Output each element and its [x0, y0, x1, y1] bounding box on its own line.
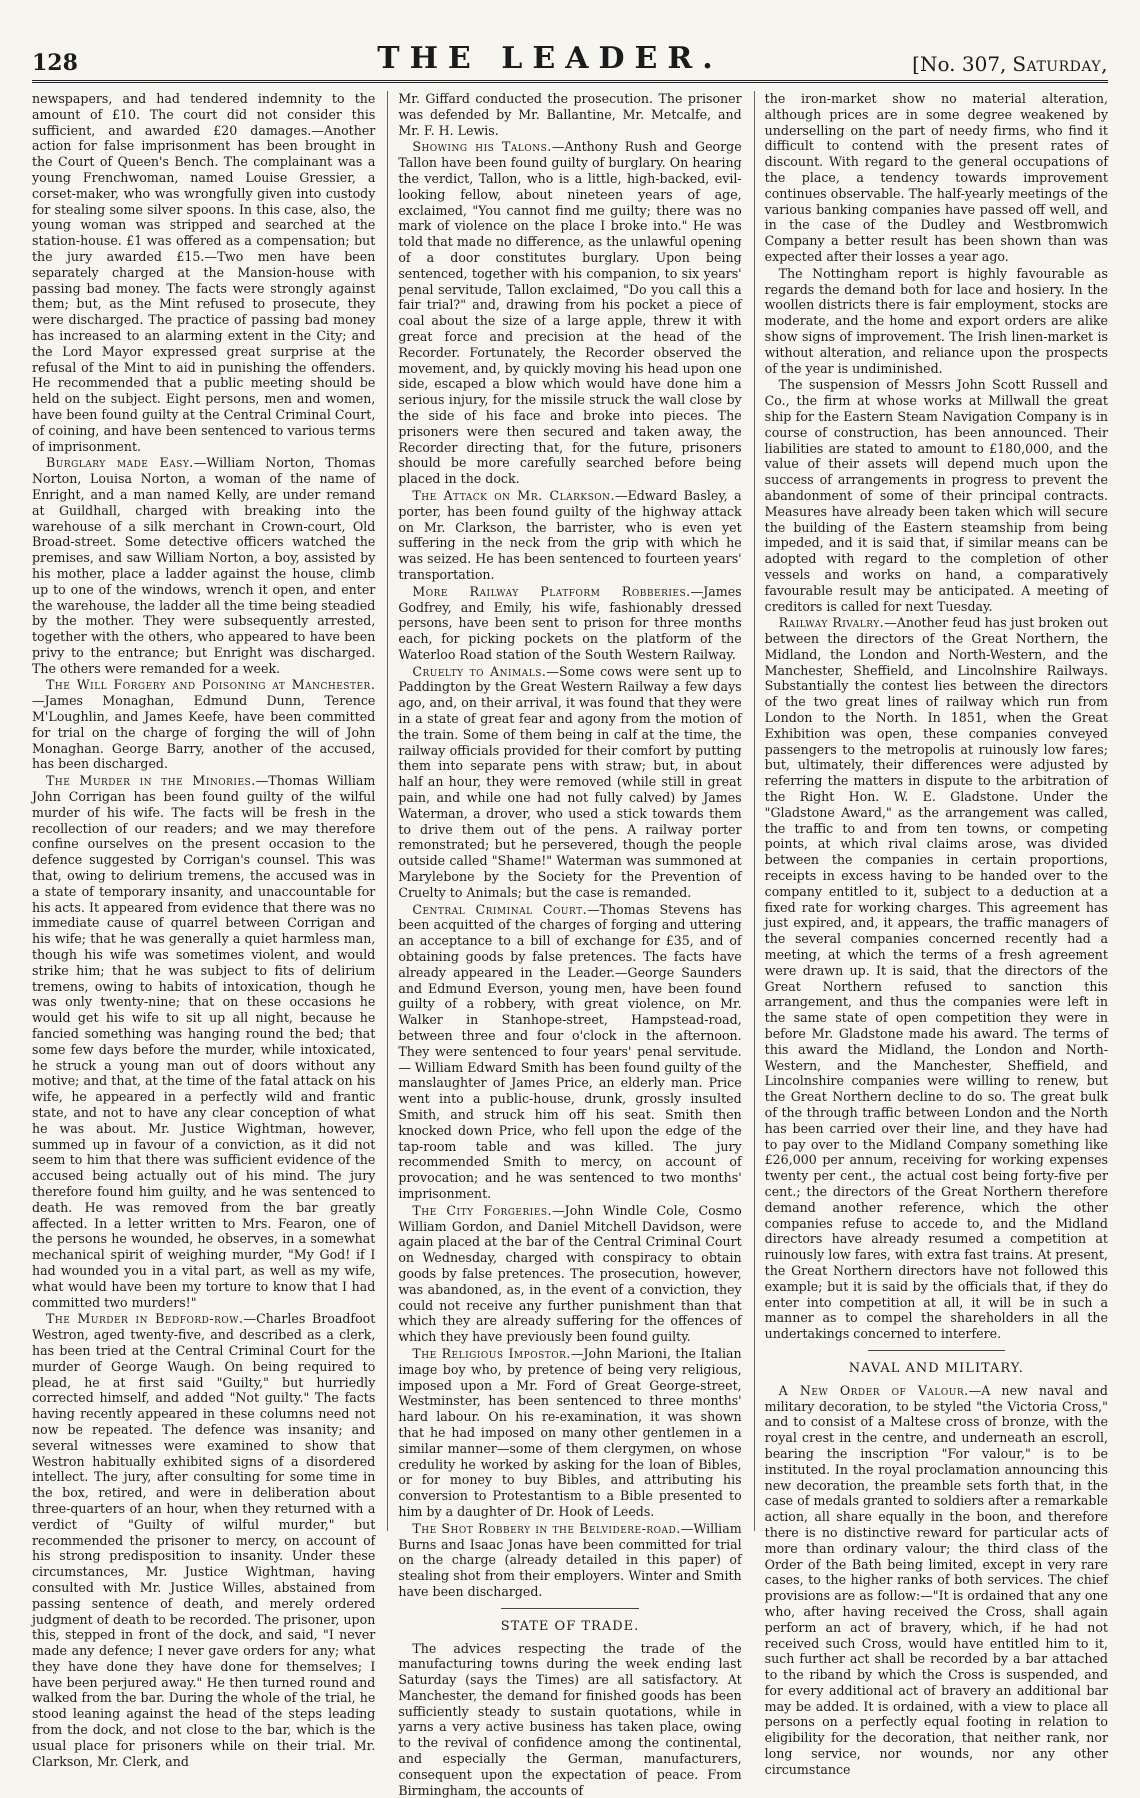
paragraph-heading: The Religious Impostor.: [412, 1346, 571, 1361]
paragraph-heading: Railway Rivalry.: [779, 615, 885, 630]
paragraph-heading: The Shot Robbery in the Belvidere-road.: [412, 1521, 680, 1536]
paragraph: [32, 455, 375, 676]
section-divider: [868, 1350, 1005, 1351]
section-title: NAVAL AND MILITARY.: [765, 1361, 1108, 1377]
paragraph-heading: The City Forgeries.: [412, 1203, 552, 1218]
paragraph: [765, 615, 1108, 1342]
paragraph-heading: Cruelty to Animals.: [412, 664, 546, 679]
paragraph-heading: Central Criminal Court.: [412, 902, 587, 917]
paragraph: The advices respecting the trade of the manufacturing towns during the week ending last Saturday (says the Times) are all satisfactory. At Manchester, the demand for finished goods has been sufficiently steady to sustain quotations, while in yarns a very active business has taken place, owing to the revival of confidence among the continental, and especially the German, manufacturers, consequent upon the expectation of peace. From Birmingham, the accounts of: [398, 1641, 741, 1798]
paragraph: [398, 139, 741, 487]
paragraph: [765, 1383, 1108, 1778]
page-number: 128: [32, 50, 192, 76]
paragraph: [398, 1203, 741, 1345]
paragraph-text: —Thomas Stevens has been acquitted of the charges of forging and uttering an acceptance to a bill of exchange for £35, and of obtaining goods by false pretences. The facts have already appeared in the Leader.—George Saunders and Edmund Everson, young men, have been found guilty of a robbery, with great violence, on Mr. Walker in Stanhope-street, Hampstead-road, between three and four o'clock in the afternoon. They were sentenced to four years' penal servitude. — William Edward Smith has been found guilty of the manslaughter of James Price, an elderly man. Price went into a public-house, drunk, grossly insulted Smith, and struck him off his seat. Smith then knocked down Price, who fell upon the edge of the tap-room table and was killed. The jury recommended Smith to mercy, on account of provocation; and he was sentenced to two months' imprisonment.: [398, 902, 741, 1201]
paragraph: newspapers, and had tendered indemnity to the amount of £10. The court did not consider this sufficient, and awarded £20 damages.—Another action for false imprisonment has been brought in the Court of Queen's Bench. The complainant was a young Frenchwoman, named Louise Gressier, a corset-maker, who was wrongfully given into custody for stealing some silver spoons. In this case, also, the young woman was stripped and searched at the station-house. £1 was offered as a compensation; but the jury awarded £15.—Two men have been separately charged at the Mansion-house with passing bad money. The facts were strongly against them; but, as the Mint refused to prosecute, they were discharged. The practice of passing bad money has increased to an alarming extent in the City; and the Lord Mayor expressed great surprise at the refusal of the Mint to aid in punishing the offenders. He recommended that a public meeting should be held on the subject. Eight persons, men and women, have been found guilty at the Central Criminal Court, of coining, and have been sentenced to various terms of imprisonment.: [32, 91, 375, 454]
section-divider: [501, 1608, 638, 1609]
paragraph-text: —William Burns and Isaac Jonas have been committed for trial on the charge (already detailed in this paper) of stealing shot from their employers. Winter and Smith have been discharged.: [398, 1521, 741, 1599]
article-columns: [32, 91, 1108, 1531]
paragraph: The suspension of Messrs John Scott Russell and Co., the firm at whose works at Millwall the great ship for the Eastern Steam Navigation Company is in course of construction, has been announced. Their liabilities are stated to amount to £180,000, and the value of their assets will depend much upon the success of arrangements in progress to prevent the abandonment of some of their principal contracts. Measures have already been taken which will secure the building of the Eastern steamship from being impeded, and it is said that, if similar means can be adopted with regard to the completion of other vessels and works on hand, a comparatively favourable result may be anticipated. A meeting of creditors is called for next Tuesday.: [765, 377, 1108, 614]
paragraph-text: —A new naval and military decoration, to be styled "the Victoria Cross," and to consist of a Maltese cross of bronze, with the royal crest in the centre, and underneath an escroll, bearing the inscription "For valour," is to be instituted. In the royal proclamation announcing this new decoration, the preamble sets forth that, in the case of medals granted to soldiers after a remarkable action, all share equally in the boon, and therefore there is no distinctive reward for particular acts of more than ordinary valour; the third class of the Order of the Bath being limited, except in very rare cases, to the higher ranks of both services. The chief provisions are as follow:—"It is ordained that any one who, after having received the Cross, shall again perform an act of bravery, which, if he had not received such Cross, would have entitled him to it, such further act shall be recorded by a bar attached to the riband by which the Cross is suspended, and for every additional act of bravery an additional bar may be added. It is ordained, with a view to place all persons on a perfectly equal footing in relation to eligibility for the decoration, that neither rank, nor long service, nor wounds, nor any other circumstance: [765, 1383, 1108, 1777]
issue-day: Saturday,: [1012, 52, 1108, 76]
paragraph-text: —Edward Basley, a porter, has been found guilty of the highway attack on Mr. Clarkson, the barrister, who is even yet suffering in the neck from the grip with which he was seized. He has been sentenced to fourteen years' transportation.: [398, 488, 741, 582]
paragraph-heading: A New Order of Valour.: [779, 1383, 969, 1398]
paragraph-text: —John Marioni, the Italian image boy who, by pretence of being very religious, imposed upon a Mr. Ford of Great George-street, Westminster, has been sentenced to three months' hard labour. On his re-examination, it was shown that he had imposed on many other gentlemen in a similar manner—some of them clergymen, on whose credulity he worked by asking for the loan of Bibles, or for money to buy Bibles, and attributing his conversion to Protestantism to a Bible presented to him by a daughter of Dr. Hook of Leeds.: [398, 1346, 741, 1519]
paragraph: [32, 773, 375, 1310]
issue-number: [No. 307,: [912, 52, 1006, 76]
issue-info: [908, 52, 1108, 76]
paragraph-text: —John Windle Cole, Cosmo William Gordon, and Daniel Mitchell Davidson, were again placed at the bar of the Central Criminal Court on Wednesday, charged with conspiracy to obtain goods by false pretences. The prosecution, however, was abandoned, as, in the event of a conviction, they could not receive any further punishment than that which they are already suffering for the offences of which they have previously been found guilty.: [398, 1203, 741, 1344]
paragraph-text: —Thomas William John Corrigan has been found guilty of the wilful murder of his wife. The facts will be fresh in the recollection of our readers; and we may therefore confine ourselves on the present occasion to the defence suggested by Corrigan's counsel. This was that, owing to delirium tremens, the accused was in a state of temporary insanity, and unaccountable for his acts. It appeared from evidence that there was no immediate cause of quarrel between Corrigan and his wife; that he was generally a quiet harmless man, though his wife was sometimes violent, and would strike him; that he was subject to fits of delirium tremens, owing to habits of intoxication, though he was only twenty-nine; that on these occasions he would get his wife to sit up all night, because he fancied something was hanging round the bed; that some few days before the murder, while intoxicated, he struck a young man out of doors without any motive; and that, at the time of the fatal attack on his wife, he appeared in a perfectly wild and frantic state, and not to have any clear conception of what he was about. Mr. Justice Wightman, however, summed up in favour of a conviction, as it did not seem to him that there was sufficient evidence of the accused being actually out of his mind. The jury therefore found him guilty, and he was sentenced to death. He was removed from the bar greatly affected. In a letter written to Mrs. Fearon, one of the persons he wounded, he observes, in a somewhat mechanical spirit of weighing murder, "My God! if I had wounded you in a vital part, as well as my wife, what would have been my torture to know that I had committed two murders!": [32, 773, 375, 1309]
paragraph-text: —William Norton, Thomas Norton, Louisa Norton, a woman of the name of Enright, and a man named Kelly, are under remand at Guildhall, charged with breaking into the warehouse of a silk merchant in Crown-court, Old Broad-street. Some detective officers watched the premises, and saw William Norton, a boy, assisted by his mother, place a ladder against the house, climb up to one of the windows, wrench it open, and enter the warehouse, the ladder all the time being steadied by the mother. They were subsequently arrested, together with the others, who appeared to have been privy to the entrance; but Enright was discharged. The others were remanded for a week.: [32, 455, 375, 675]
paragraph-heading: The Murder in the Minories.: [46, 773, 256, 788]
paragraph: The Nottingham report is highly favourable as regards the demand both for lace and hosiery. In the woollen districts there is fair employment, stocks are moderate, and the home and export orders are alike show signs of improvement. The Irish linen-market is without alteration, and reliance upon the prospects of the year is undiminished.: [765, 266, 1108, 377]
paragraph: [398, 584, 741, 663]
paragraph: [398, 902, 741, 1202]
paragraph: [398, 1521, 741, 1600]
paragraph-text: —James Monaghan, Edmund Dunn, Terence M'Loughlin, and James Keefe, have been committed for trial on the charge of forging the will of John Monaghan. George Barry, another of the accused, has been discharged.: [32, 693, 375, 771]
paragraph-heading: The Will Forgery and Poisoning at Manchester.: [46, 677, 375, 692]
paragraph-text: —Charles Broadfoot Westron, aged twenty-five, and described as a clerk, has been tried at the Central Criminal Court for the murder of George Waugh. On being required to plead, he at first said "Guilty," but hurriedly corrected himself, and added "Not guilty." The facts having recently appeared in these columns need not now be repeated. The defence was insanity; and several witnesses were examined to show that Westron habitually exhibited signs of a disordered intellect. The jury, after consulting for some time in the box, retired, and were in deliberation about three-quarters of an hour, when they returned with a verdict of "Guilty of wilful murder," but recommended the prisoner to mercy, on account of his strong predisposition to insanity. Under these circumstances, Mr. Justice Wightman, having consulted with Mr. Justice Willes, abstained from passing sentence of death, and merely ordered judgment of death to be recorded. The prisoner, upon this, stepped in front of the dock, and said, "I never made any defence; I never gave orders for any; what they have done they have done for themselves; I have been perjured away." He then turned round and walked from the bar. During the whole of the trial, he stood leaning against the head of the steps leading from the dock, and not close to the bar, which is the usual place for prisoners while on their trial. Mr. Clarkson, Mr. Clerk, and: [32, 1311, 375, 1768]
paragraph-text: —Some cows were sent up to Paddington by the Great Western Railway a few days ago, and, on their arrival, it was found that they were in a state of great fear and agony from the motion of the train. Some of them being in calf at the time, the railway officials provided for their comfort by putting them into separate pens with straw; but, in about half an hour, they were removed (while still in great pain, and while one had not fully calved) by James Waterman, a drover, who used a stick towards them to drive them out of the pens. A railway porter remonstrated; but he persevered, though the people outside called "Shame!" Waterman was summoned at Marylebone by the Society for the Prevention of Cruelty to Animals; but the case is remanded.: [398, 664, 741, 900]
paragraph-text: —Another feud has just broken out between the directors of the Great Northern, the Midland, the London and North-Western, and the Manchester, Sheffield, and Lincolnshire Railways. Substantially the contest lies between the directors of the two great lines of railway which run from London to the North. In 1851, when the Great Exhibition was open, these companies conveyed passengers to the metropolis at ruinously low fares; but, ultimately, their differences were adjusted by referring the matters in dispute to the arbitration of the Right Hon. W. E. Gladstone. Under the "Gladstone Award," as the arrangement was called, the traffic to and from ten towns, or competing points, at which rival claims arose, was divided between the companies in certain proportions, receipts in excess having to be handed over to the company entitled to it, subject to a deduction at a fixed rate for working charges. This agreement has just expired, and, it appears, the traffic managers of the several companies concerned recently had a meeting, at which the terms of a fresh agreement were drawn up. It is said, that the directors of the Great Northern refused to sanction this arrangement, and thus the companies were left in the same state of open competition they were in before Mr. Gladstone made his award. The terms of this award the Midland, the London and North-Western, and the Manchester, Sheffield, and Lincolnshire companies were willing to renew, but the Great Northern decline to do so. The great bulk of the through traffic between London and the North has been carried over their line, and they have had to pay over to the Midland Company something like £26,000 per annum, receiving for working expenses twenty per cent., the actual cost being forty-five per cent.; the directors of the Great Northern therefore demand another reference, which the other companies refuse to accede to, and the Midland directors have already resumed a competition at ruinously low fares, with extra fast trains. At present, the Great Northern directors have not followed this example; but it is said by the officials that, if they do enter into competition at all, it will be in such a manner as to compel the shareholders in all the undertakings concerned to interfere.: [765, 615, 1108, 1341]
masthead: [32, 28, 1108, 83]
paragraph-heading: Showing his Talons.: [412, 139, 551, 154]
paragraph: the iron-market show no material alteration, although prices are in some degree weakened by underselling on the part of needy firms, who find it difficult to contend with the present rates of discount. With regard to the general occupations of the place, a tendency towards improvement continues observable. The half-yearly meetings of the various banking companies have passed off well, and in the case of the Dudley and Westbromwich Company a better result has been shown than was expected after their losses a year ago.: [765, 91, 1108, 265]
paragraph-text: —James Godfrey, and Emily, his wife, fashionably dressed persons, have been sent to prison for three months each, for picking pockets on the platform of the Waterloo Road station of the South Western Railway.: [398, 584, 741, 662]
paragraph-heading: More Railway Platform Robberies.: [412, 584, 690, 599]
paragraph-heading: The Murder in Bedford-row.: [46, 1311, 243, 1326]
paragraph-heading: Burglary made Easy.: [46, 455, 194, 470]
paragraph: [32, 1311, 375, 1769]
column-1: [32, 91, 375, 1531]
paragraph: [398, 664, 741, 901]
paragraph: [32, 677, 375, 772]
column-3: [754, 91, 1108, 1531]
paragraph: Mr. Giffard conducted the prosecution. The prisoner was defended by Mr. Ballantine, Mr. Metcalfe, and Mr. F. H. Lewis.: [398, 91, 741, 138]
paragraph-text: —Anthony Rush and George Tallon have been found guilty of burglary. On hearing the verdict, Tallon, who is a little, high-backed, evil-looking fellow, about nineteen years of age, exclaimed, "You cannot find me guilty; there was no mark of violence on the place I broke into." He was told that made no difference, as the unlawful opening of a door constitutes burglary. Upon being sentenced, together with his companion, to six years' penal servitude, Tallon exclaimed, "Do you call this a fair trial?" and, drawing from his pocket a piece of coal about the size of a large apple, threw it with great force and precision at the head of the Recorder. Fortunately, the Recorder observed the movement, and, by quickly moving his head upon one side, escaped a blow which would have done him a serious injury, for the missile struck the wall close by the side of his face and broke into pieces. The prisoners were then secured and taken away, the Recorder directing that, for the future, prisoners should be more carefully searched before being placed in the dock.: [398, 139, 741, 486]
paragraph: [398, 488, 741, 583]
newspaper-title: THE LEADER.: [192, 41, 908, 76]
section-title: STATE OF TRADE.: [398, 1619, 741, 1635]
paragraph-heading: The Attack on Mr. Clarkson.: [412, 488, 615, 503]
column-2: [387, 91, 741, 1531]
paragraph: [398, 1346, 741, 1520]
